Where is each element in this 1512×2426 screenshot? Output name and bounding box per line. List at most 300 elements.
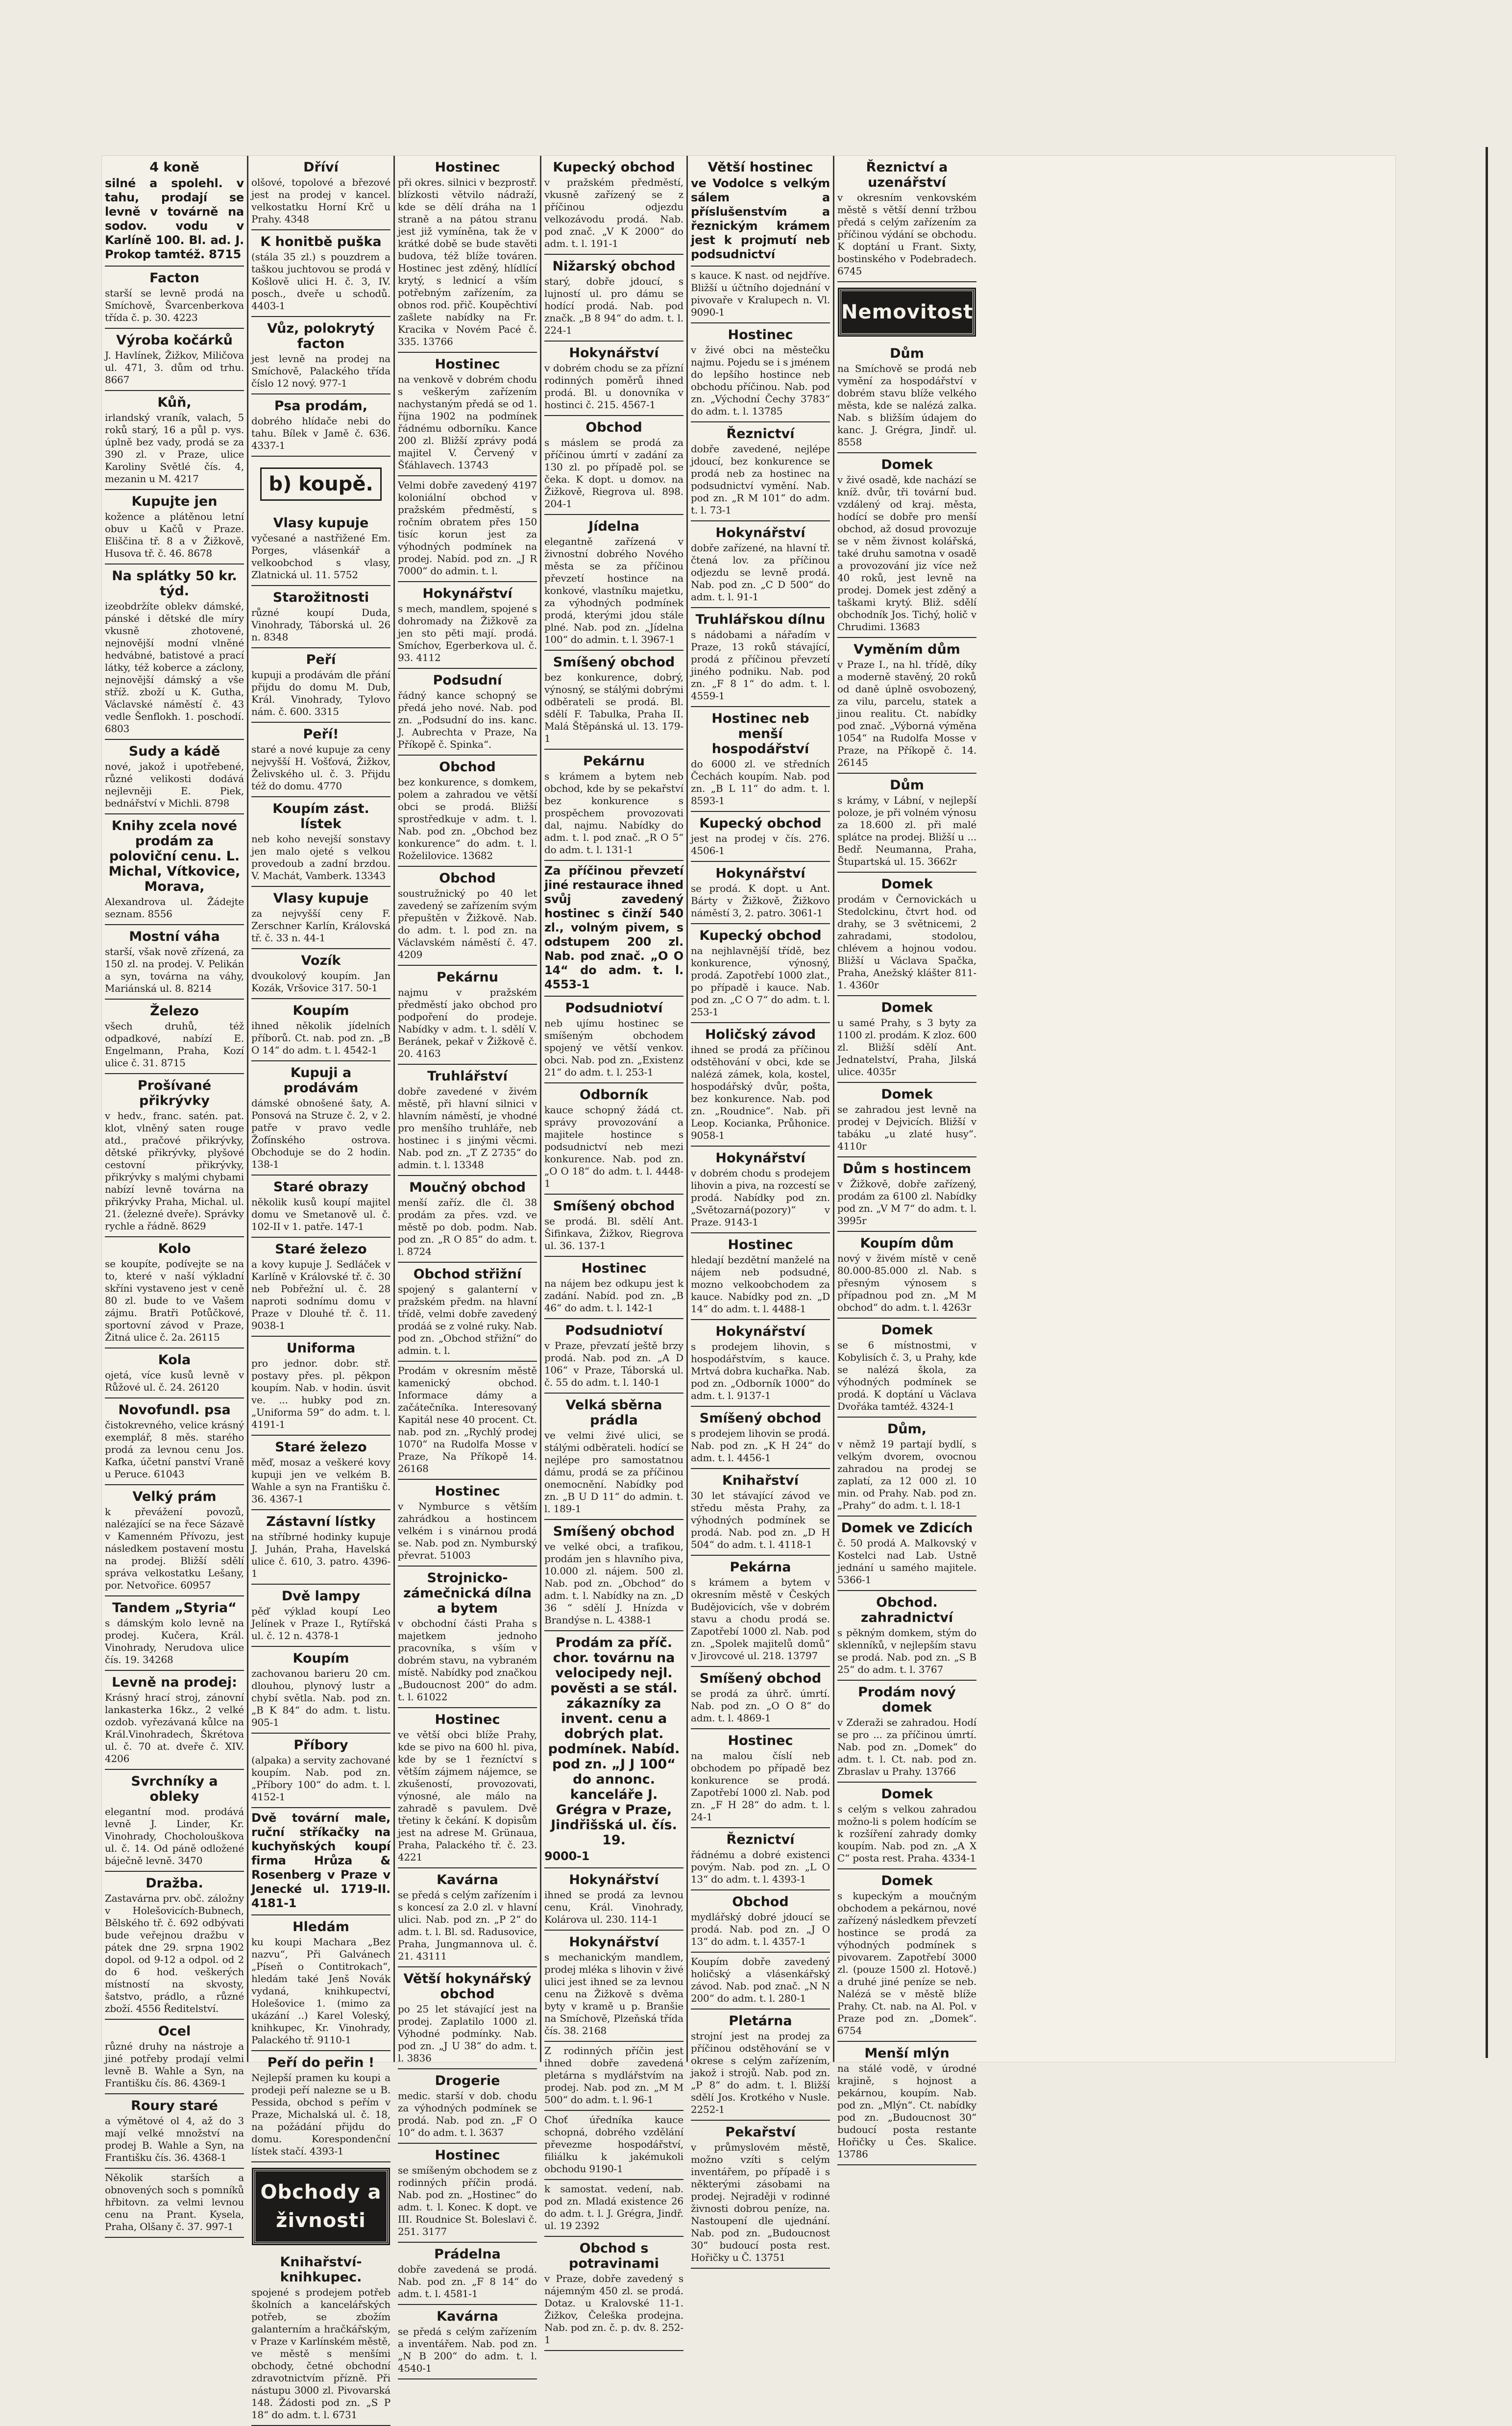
ad-title: Obchod xyxy=(585,420,642,435)
classified-ad xyxy=(398,353,537,476)
ad-body: v Žižkově, dobře zařízený, prodám za 6100 zl. Nabídky pod zn. „V M 7“ do adm. t. l. 3995r xyxy=(837,1178,976,1226)
ad-body: ve Vodolce s velkým sálem a příslušenstvím a řeznickým krámem jest k projmutí neb podsudnictví xyxy=(691,176,830,261)
classified-ad xyxy=(251,1238,390,1337)
ad-title: 4 koně xyxy=(149,160,199,175)
classified-ad xyxy=(691,1953,830,2009)
ad-body: dobře zařízené, na hlavní tř. čtená lov. za příčinou odjezdu se levně prodá. Nab. pod zn. „C D 500“ do adm. t. l. 91-1 xyxy=(691,542,830,603)
ad-title: Psa prodám, xyxy=(274,398,368,414)
classified-ad xyxy=(105,1770,244,1872)
classified-ad xyxy=(544,342,683,416)
classified-ad xyxy=(691,707,830,812)
classified-ad xyxy=(837,774,976,873)
ad-title: Koupím dům xyxy=(860,1236,954,1251)
ad-body: na stálé vodě, v úrodné krajině, s hojnost a pekárnou, koupím. Nab. pod zn. „Mlýn“. Ct. nabídky pod zn. „Budoucnost 30“ budoucí posta restante Hořičky u Čes. Skalice. 13786 xyxy=(837,2062,976,2160)
classified-ad xyxy=(691,1890,830,1953)
ad-body: se 6 místnostmi, v Kobylisích č. 3, u Prahy, kde se nalézá škola, za výhodných podmínek se prodá. K doptání u Václava Dvořáka tamtéž. 4324-1 xyxy=(837,1339,976,1412)
ad-body: v dobrém chodu s prodejem lihovin a piva, na rozcestí se prodá. Nabídky pod zn. „Světozarná(pozory)“ v Praze. 9143-1 xyxy=(691,1167,830,1228)
classified-ad xyxy=(251,1436,390,1510)
ad-body: se předá s celým zařízením a inventářem. Nab. pod zn. „N B 200“ do adm. t. l. 4540-1 xyxy=(398,2326,537,2374)
classified-ad xyxy=(105,2094,244,2169)
classified-ad xyxy=(105,490,244,564)
ad-body: bez konkurence, dobrý, výnosný, se stálými dobrými odběrateli se prodá. Bl. sdělí F. Tabulka, Praha II. Malá Štěpánská ul. 13. 179-1 xyxy=(544,671,683,744)
classified-ad xyxy=(105,1000,244,1074)
classified-ad xyxy=(398,756,537,867)
ad-body: irlandský vraník, valach, 5 roků starý, 16 a půl p. vys. úplně bez vady, prodá se za 390 zl. v Praze, ulice Karoliny Světlé čís. 4, mezanin u M. 4217 xyxy=(105,412,244,485)
ad-title: Smíšený obchod xyxy=(553,1524,675,1539)
classified-ad xyxy=(837,1319,976,1418)
classified-ad xyxy=(691,2009,830,2121)
ad-body: dámské obnošené šaty, A. Ponsová na Struze č. 2, v 2. patře v pravo vedle Žofínského ostrova. Obchoduje se do 2 hodin. 138-1 xyxy=(251,1097,390,1170)
ad-body: s mechanickým mandlem, prodej mléka s lihovin v živé ulici jest ihned se za levnou cenu na Žižkově s dvěma byty v kramě u p. Branšie na Smíchově, Plzeňská třída čís. 38. 2168 xyxy=(544,1951,683,2036)
ad-title: Hostinec xyxy=(728,1237,793,1252)
ad-body: Zastavárna prv. obč. záložny v Holešovicích-Bubnech, Bělského tř. č. 692 odbývati bude veřejnou dražbu v pátek dne 29. srpna 1902 dopol. od 9-12 a odpol. od 2 do 6 hod. veškerých místností na skvosty, šatstvo, prádlo, a různé zboží. 4556 Ředitelství. xyxy=(105,1892,244,2014)
ad-body: pěď výklad koupí Leo Jelínek v Praze I., Rytířská ul. č. 12 n. 4378-1 xyxy=(251,1605,390,1642)
ad-title: Hokynářství xyxy=(422,586,512,601)
classified-ad xyxy=(105,1348,244,1398)
ad-title: Hokynářství xyxy=(715,866,805,881)
ad-body: k převážení povozů, nalézající se na řece Sázavě v Kamenném Přívozu, jest následkem postavení mostu na prodej. Bližší sdělí správa velkostatku Lešany, por. Netvořice. 60957 xyxy=(105,1506,244,1591)
classified-ad xyxy=(398,1967,537,2069)
ad-title: Prošívané přikrývky xyxy=(137,1078,212,1108)
ad-title: Dům, xyxy=(887,1421,927,1437)
ad-title: Kavárna xyxy=(437,2309,498,2324)
classified-ad xyxy=(691,422,830,521)
ad-body: bez konkurence, s domkem, polem a zahradou ve větší obci se prodá. Bližší sprostředkuje v adm. t. l. Nab. pod zn. „Obchod bez konkurence“ do adm. t. l. Roželilovice. 13682 xyxy=(398,776,537,861)
ad-body: řádnému a dobré existenci povým. Nab. pod zn. „L O 13“ do adm. t. l. 4393-1 xyxy=(691,1849,830,1885)
classified-ad xyxy=(251,512,390,586)
ad-title: Kolo xyxy=(158,1241,191,1256)
ad-title: Knihařství-knihkupec. xyxy=(280,2254,362,2285)
ad-title: Pekárnu xyxy=(583,754,645,769)
ad-title: Kůň, xyxy=(157,395,192,410)
ad-title: Domek xyxy=(881,1000,933,1015)
ad-title: Prodám nový domek xyxy=(858,1685,956,1715)
classified-ad xyxy=(251,1915,390,2051)
ad-title: Domek xyxy=(881,877,933,892)
ad-body: starší, však nově zřízená, za 150 zl. na prodej. V. Pelikán a syn, továrna na váhy, Mariánská ul. 8. 8214 xyxy=(105,946,244,994)
ad-body: spojený s galanterní v pražském předm. na hlavní třídě, velmi dobře zavedený prodáá se z volné ruky. Nab. pod zn. „Obchod střižní“ do admin. t. l. xyxy=(398,1283,537,1356)
ad-title: Hostinec xyxy=(581,1261,647,1276)
classified-ad xyxy=(544,1319,683,1394)
ad-body: v němž 19 partají bydlí, s velkým dvorem, ovocnou zahradou na prodej se zaplatí, za 12 000 zl. 10 min. od Prahy. Nab. pod zn. „Prahy“ do adm. t. l. 18-1 xyxy=(837,1438,976,1511)
classified-ad xyxy=(837,1232,976,1319)
ad-body: na Smíchově se prodá neb vymění za hospodářství v dobrém stavu blíže velkého města, kde se nalézá zalka. Nab. s bližším údajem do kanc. J. Grégra, Jindř. ul. 8558 xyxy=(837,363,976,448)
ad-body: zachovanou barieru 20 cm. dlouhou, plynový lustr a chybí světla. Nab. pod zn. „B K 84“ do adm. t. listu. 905-1 xyxy=(251,1667,390,1728)
ad-title: Pekárnu xyxy=(436,970,499,985)
classified-ad xyxy=(544,1520,683,1631)
ad-body: Prodám v okresním městě kamenický obchod. Informace dámy a začátečníka. Interesovaný Kapitál nese 40 procent. Ct. nab. pod zn. „Rychlý prodej 1070“ na Rudolfa Mosse v Praze, Na Příkopě 14. 26168 xyxy=(398,1365,537,1474)
ad-body: měď, mosaz a veškeré kovy kupuji jen ve velkém B. Wahle a syn na Františku č. 36. 4367-1 xyxy=(251,1456,390,1505)
ad-title: Řeznictví a uzenářství xyxy=(866,160,948,190)
classified-ad xyxy=(691,267,830,323)
classified-ad xyxy=(544,1931,683,2042)
ad-title: Obchod xyxy=(439,871,496,886)
classified-ad xyxy=(105,1485,244,1596)
ad-title: Dům s hostincem xyxy=(842,1161,972,1176)
ad-body: různé koupí Duda, Vinohrady, Táborská ul. 26 n. 8348 xyxy=(251,607,390,643)
ad-title: Mostní váha xyxy=(129,929,220,944)
classified-ad xyxy=(105,1398,244,1485)
classified-ad xyxy=(398,156,537,353)
classified-ad xyxy=(544,2180,683,2237)
ad-title: Zástavní lístky xyxy=(266,1514,376,1529)
ad-body: na stříbrné hodinky kupuje J. Juhán, Praha, Havelská ulice č. 610, 3. patro. 4396-1 xyxy=(251,1531,390,1579)
ad-title: Smíšený obchod xyxy=(553,1199,675,1214)
ad-body: se zahradou jest levně na prodej v Dejvicích. Bližší v tabáku „u zlaté husy“. 4110r xyxy=(837,1103,976,1152)
ad-body: neb koho nevejší sonstavy jen malo ojeté s velkou provedoub a zadní brzdou. V. Machát, Vamberk. 13343 xyxy=(251,833,390,882)
ad-body: Z rodinných příčin jest ihned dobře zavedená pletárna s mydlářstvím na prodej. Nab. pod zn. „M M 500“ do adm. t. l. 96-1 xyxy=(544,2045,683,2106)
ad-title: Knihy zcela nové prodám za poloviční cenu. L. Michal, Vítkovice, Morava, xyxy=(108,818,241,894)
ad-body: Choť úředníka kauce schopná, dobrého vzdělání převezme hospodářství, filiálku k jakémukoli obchodu 9190-1 xyxy=(544,2114,683,2175)
classified-ad xyxy=(398,1065,537,1176)
ad-body: kupuji a prodávám dle přání přijdu do domu M. Dub, Král. Vinohrady, Tylovo nám. č. 600. 3315 xyxy=(251,669,390,717)
classified-ad xyxy=(251,394,390,457)
ad-body: Za příčinou převzetí jiné restaurace ihned svůj zavedený hostinec s činží 540 zl., volným pivem, s odstupem 200 zl. Nab. pod znač. „O O 14“ do adm. t. l. 4553-1 xyxy=(544,864,683,991)
ad-title: Prádelna xyxy=(434,2247,501,2262)
classified-ad xyxy=(251,1337,390,1436)
classified-ad xyxy=(544,1394,683,1520)
ad-body: 30 let stávající závod ve středu města Prahy, za výhodných podmínek se prodá. Nab. pod zn. „D H 504“ do adm. t. l. 4118-1 xyxy=(691,1490,830,1550)
classified-ad xyxy=(105,1671,244,1770)
ad-body: v okresním venkovském městě s větší denní tržbou předá s celým zařízením za příčinou výdání se obchodu. K doptání u Frant. Sixty, bostinského v Podebradech. 6745 xyxy=(837,192,976,277)
classified-ad xyxy=(691,323,830,422)
classified-ad xyxy=(398,2243,537,2305)
ad-title: Staré železo xyxy=(275,1242,367,1257)
ad-body: v Zderaži se zahradou. Hodí se pro ... za příčinou úmrtí. Nab. pod zn. „Domek“ do adm. t. l. Ct. nab. pod zn. Zbraslav u Prahy. 13766 xyxy=(837,1716,976,1777)
ad-body: různé druhy na nástroje a jiné potřeby prodají velmi levně B. Wahle a Syn, na Františku čís. 86. 4369-1 xyxy=(105,2040,244,2089)
ad-title: Domek xyxy=(881,1323,933,1338)
ad-title: Sudy a kádě xyxy=(128,744,220,759)
ad-body: Krásný hrací stroj, zánovní lankasterka 16kz., 2 velké ozdob. vyřezávaná kůlce na Král.Vinohradech, Škrétova ul. č. 70 at. dveře č. XIV. 4206 xyxy=(105,1691,244,1764)
ad-title: Smíšený obchod xyxy=(699,1671,822,1686)
column-6 xyxy=(834,156,988,2160)
classified-ad xyxy=(837,342,976,453)
ad-title: Kupuji a prodávám xyxy=(283,1065,359,1096)
ad-body: na nájem bez odkupu jest k zadání. Nabíd. pod zn. „B 46“ do adm. t. l. 142-1 xyxy=(544,1277,683,1314)
classified-ad xyxy=(837,156,976,282)
ad-body: staré a nové kupuje za ceny nejvyšší H. Vošťová, Žižkov, Želivského ul. č. 3. Přijdu též do domu. 4770 xyxy=(251,743,390,792)
ad-title: Kavárna xyxy=(437,1872,498,1887)
ad-body: ihned se prodá za levnou cenu, Král. Vinohrady, Kolárova ul. 230. 114-1 xyxy=(544,1889,683,1925)
ad-title: Hokynářství xyxy=(715,525,805,540)
classified-ad xyxy=(837,873,976,996)
ad-title: Obchod xyxy=(439,760,496,775)
ad-body: v průmyslovém městě, možno vzíti s celým inventářem, po případě i s některými zásobami na prodej. Nejraději v rodinné živnosti dobrou peníze, na. Nastoupení dle ujednání. Nab. pod zn. „Budoucnost 30“ budoucí posta rest. Hořičky u Č. 13751 xyxy=(691,2141,830,2263)
classified-ad xyxy=(544,997,683,1083)
ad-body: se koupíte, podívejte se na to, které v naší výkladní skříni vystaveno jest v ceně 80 zl. bude to ve Vašem zájmu. Bratři Potůčkové, sportovní závod v Praze, Žitná ulice č. 2a. 26115 xyxy=(105,1258,244,1343)
ad-title: Hokynářství xyxy=(569,1935,659,1950)
ad-body: s mech, mandlem, spojené s dohromady na Žižkově za jen sto pěti mají. prodá. Smíchov, Egerberkova ul. č. 93. 4112 xyxy=(398,603,537,663)
ad-body: s máslem se prodá za příčinou úmrtí v zadání za 130 zl. po případě pol. se čeka. K dopt. u domov. na Žižkově, Riegrova ul. 898. 204-1 xyxy=(544,437,683,510)
ad-body: izeobdržíte oblekv dámské, pánské i dětské dle míry vkusně zhotovené, nejnovější modní vlněné hedvábné, batistové a prací látky, též koberce a záclony, nejnovější dámský a vše stříž. zboží u K. Gutha, Václavské náměstí č. 43 vedle Šenflokh. 1. poschodí. 6803 xyxy=(105,600,244,735)
classified-ad xyxy=(251,317,390,394)
ad-title: Řeznictví xyxy=(726,1832,795,1847)
ad-title: Vlasy kupuje xyxy=(273,891,369,906)
ad-title: Hostinec neb menší hospodářství xyxy=(711,711,809,757)
classified-ad xyxy=(544,515,683,651)
newspaper-page xyxy=(102,156,1395,2421)
ad-body: ojetá, více kusů levně v Růžové ul. č. 24. 26120 xyxy=(105,1369,244,1393)
classified-ad xyxy=(691,924,830,1023)
section-banner: Nemovitosti. xyxy=(839,289,975,335)
classified-ad xyxy=(105,1596,244,1671)
classified-ad xyxy=(691,1667,830,1729)
classified-ad xyxy=(837,1517,976,1591)
classified-ad xyxy=(544,1631,683,1868)
ad-title: Hokynářství xyxy=(569,345,659,361)
classified-ad xyxy=(691,812,830,862)
ad-body: kauce schopný žádá ct. správy provozování a majitele hostince s podsudnictví neb mezi konkurence. Nab. pod zn. „O O 18“ do adm. t. l. 4448-1 xyxy=(544,1104,683,1189)
classified-ad xyxy=(544,416,683,515)
classified-ad xyxy=(251,156,390,230)
classified-ad xyxy=(251,949,390,999)
ad-body: ihned se prodá za příčinou odstěhování v obci, kde se nalézá zámek, kola, kostel, hospodářský dvůr, pošta, bez konkurence. Nab. pod zn. „Roudnice“. Nab. při Leop. Kocianka, Průhonice. 9058-1 xyxy=(691,1044,830,1141)
classified-ad xyxy=(837,1783,976,1869)
classified-ad xyxy=(544,2111,683,2180)
classified-ad xyxy=(251,1808,390,1915)
classified-ad xyxy=(398,2305,537,2379)
ad-body: se smíšeným obchodem se z rodinných příčin prodá. Nab. pod zn. „Hostinec“ do adm. t. l. Konec. K dopt. ve III. Roudnice St. Boleslavi č. 251. 3177 xyxy=(398,2164,537,2237)
classified-ad xyxy=(105,1074,244,1237)
classified-ad xyxy=(691,608,830,707)
ad-title: Domek ve Zdicích xyxy=(841,1520,973,1536)
ad-body: neb ujímu hostinec se smíšeným obchodem spojený ve větší venkov. obci. Nab. pod zn. „Existenz 21“ do adm. t. l. 253-1 xyxy=(544,1017,683,1078)
ad-body: s kupeckým a moučným obchodem a pekárnou, nové zařízený následkem převzetí hostince se prodá za výhodných podmínek s pivovarem. Zapotřebí 3000 zl. (pouze 1500 zl. Hotově.) a druhé jiné peníze se neb. Nalézá se v městě blíže Prahy. Ct. nab. na Al. Pol. v Praze pod zn. „Domek“. 6754 xyxy=(837,1890,976,2036)
classified-ad xyxy=(691,1556,830,1667)
classified-ad xyxy=(691,1729,830,1828)
ad-body: s kauce. K nast. od nejdříve. Bližší u účtního dojednání v pivovaře v Kralupech n. Vl. 9090-1 xyxy=(691,270,830,318)
classified-ad xyxy=(251,1647,390,1734)
ad-title: Menší mlýn xyxy=(864,2046,950,2061)
ad-title: Smíšený obchod xyxy=(553,655,675,670)
ad-body: se předá s celým zařízením i s koncesí za 2.0 zl. v hlavní ulici. Nab. pod zn. „P 2“ do adm. t. l. Bl. sd. Radusovice, Praha, Jungmannova ul. č. 21. 43111 xyxy=(398,1889,537,1962)
classified-ad xyxy=(544,750,683,861)
ad-body: 9000-1 xyxy=(544,1849,590,1863)
ad-title: Hostinec xyxy=(435,1712,500,1727)
ad-body: Velmi dobře zavedený 4197 koloniální obchod v pražském předměstí, s ročním obratem přes 150 tisíc korun jest za výhodných podmínek na prodej. Nabíd. pod zn. „J R 7000“ do admin. t. l. xyxy=(398,479,537,577)
ad-body: (alpaka) a servity zachované koupím. Nab. pod zn. „Příbory 100“ do adm. t. l. 4152-1 xyxy=(251,1754,390,1803)
ad-body: s krámem a bytem neb obchod, kde by se pekařství bez konkurence s prospěchem provozovati dal, najmu. Nabídky do adm. t. l. pod znač. „R O 5“ do adm. t. l. 131-1 xyxy=(544,770,683,856)
ad-title: Příbory xyxy=(293,1738,348,1753)
classified-ad xyxy=(544,156,683,255)
classified-ad xyxy=(105,1237,244,1348)
ad-body: Koupím dobře zavedený holičský a vlásenkářský závod. Nab. pod znač. „N N 200“ do adm. t. l. 280-1 xyxy=(691,1956,830,2004)
ad-title: Koupím xyxy=(293,1003,349,1018)
ad-title: Roury staré xyxy=(131,2098,218,2113)
classified-ad xyxy=(251,648,390,723)
classified-ad xyxy=(105,329,244,391)
ad-title: Obchod s potravinami xyxy=(568,2241,659,2271)
classified-ad xyxy=(691,1233,830,1320)
classified-ad xyxy=(251,1585,390,1647)
classified-ad xyxy=(837,1869,976,2042)
ad-title: Pekárna xyxy=(730,1560,791,1575)
ad-title: Řeznictví xyxy=(726,426,795,441)
ad-title: Železo xyxy=(150,1004,199,1019)
classified-ad xyxy=(105,156,244,267)
section-banner: Obchody a živnosti xyxy=(253,2169,389,2244)
ad-body: v hedv., franc. satén. pat. klot, vlněný saten rouge atd., pračové přikrývky, dětské přikrývky, plyšové cestovní přikrývky, přikrývky s malými chybami nabízí levně továrna na přikrývky Praha, Michal. ul. 21. (železné dveře). Správky rychle a řádně. 8629 xyxy=(105,1110,244,1232)
ad-body: starší se levně prodá na Smíchově, Švarcenberkova třída č. p. 30. 4223 xyxy=(105,287,244,323)
ad-body: pro jednor. dobr. stř. postavy přes. pl. pěkpon koupím. Nab. v hodin. úsvit ve. ... hubky pod zn. „Uniforma 59“ do adm. t. l. 4191-1 xyxy=(251,1357,390,1430)
ad-title: K honitbě puška xyxy=(260,234,382,249)
ad-body: se prodá. K dopt. u Ant. Bárty v Žižkově, Žižkovo náměstí 3, 2. patro. 3061-1 xyxy=(691,882,830,919)
ad-body: jest na prodej v čís. 276. 4506-1 xyxy=(691,833,830,857)
classified-ad xyxy=(691,862,830,924)
ad-title: Starožitnosti xyxy=(272,590,369,605)
ad-title: Koupím zást. lístek xyxy=(272,801,369,832)
classified-ad xyxy=(691,1147,830,1233)
ad-title: Výroba kočárků xyxy=(116,333,233,348)
ad-title: Peří xyxy=(306,652,336,667)
classified-ad xyxy=(691,521,830,608)
classified-ad xyxy=(251,1176,390,1238)
classified-ad xyxy=(398,1480,537,1567)
ad-title: Jídelna xyxy=(588,519,639,534)
ad-title: Facton xyxy=(149,270,199,286)
classified-ad xyxy=(691,1828,830,1890)
ad-title: Staré železo xyxy=(275,1440,367,1455)
ad-body: několik kusů koupí majitel domu ve Smetanově ul. č. 102-II v 1. patře. 147-1 xyxy=(251,1196,390,1232)
ad-title: Peří do peřin ! xyxy=(267,2055,375,2070)
classified-ad xyxy=(544,861,683,997)
ad-body: s nádobami a nářadím v Praze, 13 roků stávající, prodá z příčinou převzetí jiného podniku. Nab. pod zn. „F 8 1“ do adm. t. l. 4559-1 xyxy=(691,629,830,702)
classified-ad xyxy=(544,1083,683,1195)
ad-title: Vyměním dům xyxy=(854,642,960,657)
ad-title: Obchod střižní xyxy=(413,1267,522,1282)
ad-title: Hostinec xyxy=(728,1733,793,1748)
ad-title: Staré obrazy xyxy=(273,1179,369,1195)
ad-body: v dobrém chodu se za přízní rodinných poměrů ihned prodá. Bl. u donovníka v hostinci č. 215. 4567-1 xyxy=(544,362,683,411)
ad-title: Větší hokynářský obchod xyxy=(403,1971,532,2002)
ad-title: Hokynářství xyxy=(569,1872,659,1887)
classified-ad xyxy=(837,996,976,1083)
classified-ad xyxy=(837,1157,976,1232)
ad-title: Dům xyxy=(890,778,924,793)
ad-title: Hokynářství xyxy=(715,1151,805,1166)
ad-body: řádný kance schopný se předá jeho nové. Nab. pod zn. „Podsudní do ins. kanc. J. Aubrechta v Praze, Na Příkopě č. Spinka“. xyxy=(398,689,537,750)
ad-body: dobrého hlídače nebi do tahu. Bílek v Jamě č. 636. 4337-1 xyxy=(251,415,390,451)
ad-body: kožence a plátěnou letní obuv u Kačů v Praze. Eliščina tř. 8 a v Žižkově, Husova tř. č. 46. 8678 xyxy=(105,511,244,559)
ad-body: do 6000 zl. ve středních Čechách koupím. Nab. pod zn. „B L 11“ do adm. t. l. 8593-1 xyxy=(691,758,830,807)
classified-ad xyxy=(544,651,683,750)
ad-title: Levně na prodej: xyxy=(112,1675,237,1690)
classified-ad xyxy=(691,1407,830,1469)
ad-body: se prodá. Bl. sdělí Ant. Šifinkava, Žižkov, Riegrova ul. 36. 137-1 xyxy=(544,1215,683,1251)
ad-title: Truhlářství xyxy=(427,1069,508,1084)
ad-body: dobře zavedené v živém městě, při hlavní silnici v hlavním náměstí, je vhodné pro menšího truhláře, neb hostinec i s jinými věcmi. Nab. pod zn. „T Z 2735“ do admin. t. l. 13348 xyxy=(398,1085,537,1171)
classified-ad xyxy=(691,1320,830,1407)
ad-body: při okres. silnici v bezprostř. blízkosti větvilo nádraží, kde se dělí dráha na 1 straně a na pátou stranu jest již vymíněna, tak že v krátké době se bude stavěti budova, též blíže továren. Hostinec jest zděný, hlídlící krytý, s lednicí a vším potřebným zařízením, za obnos rod. přič. Koupěchtiví zašlete nabídky na Fr. Kracika v Novém Pacé č. 335. 13766 xyxy=(398,176,537,347)
classified-ad xyxy=(398,1868,537,1967)
ad-title: Kupecký obchod xyxy=(699,928,822,943)
ad-title: Kupujte jen xyxy=(131,494,218,509)
ad-body: hledají bezdětní manželé na nájem neb podsudné, mozno velkoobchodem za kauce. Nabídky pod zn. „D 14“ do adm. t. l. 4488-1 xyxy=(691,1254,830,1315)
classified-ad xyxy=(837,1591,976,1681)
ad-body: č. 50 prodá A. Malkovský v Kostelci nad Lab. Ustně jednání u samého majitele. 5366-1 xyxy=(837,1537,976,1586)
classified-ad xyxy=(105,267,244,329)
ad-title: Obchod xyxy=(732,1894,789,1910)
ad-title: Truhlářskou dílnu xyxy=(695,612,826,627)
classified-ad xyxy=(691,156,830,267)
classified-ad xyxy=(105,925,244,1000)
ad-title: Podsudní xyxy=(433,673,502,688)
ad-body: vyčesané a nastřižené Em. Porges, vlásenkář a velkoobchod s vlasy, Zlatnická ul. 11. 5752 xyxy=(251,532,390,581)
ad-body: v Praze, dobře zavedený s nájemným 450 zl. se prodá. Dotaz. u Kralovské 11-1. Žižkov, Čeleška prodejna. Nab. pod zn. č. p. dv. 8. 252-1 xyxy=(544,2273,683,2346)
column-2 xyxy=(248,156,393,2421)
classified-ad xyxy=(837,1681,976,1783)
ad-body: jest levně na prodej na Smíchově, Palackého třída číslo 12 nový. 977-1 xyxy=(251,353,390,389)
ad-body: ve větší obci blíže Prahy, kde se pivo na 600 hl. piva, kde by se 1 řezníctví s větším zájmem nájemce, se zkušeností, provozovati, výnosné, ale málo na zahradě s pavulem. Dvě třetiny k čekání. K dopisům jest na adrese M. Grünaua, Praha, Palackého tř. č. 23. 4221 xyxy=(398,1729,537,1863)
ad-title: Vůz, polokrytý facton xyxy=(267,321,375,351)
ad-title: Větší hostinec xyxy=(707,160,813,175)
classified-ad xyxy=(837,1083,976,1157)
column-3 xyxy=(395,156,540,2374)
classified-ad xyxy=(251,586,390,648)
ad-body: strojní jest na prodej za příčinou odstěhování se v okrese s celým zařízením, jakož i strojů. Nab. pod zn. „P 8“ do adm. t. l. Bližší sdělí Jos. Krotkého v Nusle. 2252-1 xyxy=(691,2030,830,2115)
ad-title: Peří! xyxy=(303,727,339,742)
classified-ad xyxy=(691,1469,830,1556)
ad-title: Kupecký obchod xyxy=(553,160,675,175)
ad-body: s celým s velkou zahradou možno-li s polem hodícím se k rozšíření zahrady domky koupím. Nab. pod zn. „A X C“ posta rest. Praha. 4334-1 xyxy=(837,1803,976,1864)
ad-body: dvoukolový koupím. Jan Kozák, Vršovice 317. 50-1 xyxy=(251,970,390,994)
ad-title: Podsudniotví xyxy=(565,1323,663,1338)
ad-title: Hostinec xyxy=(728,327,793,343)
ad-title: Novofundl. psa xyxy=(118,1402,231,1418)
classified-ad xyxy=(105,391,244,490)
classified-ad xyxy=(251,1061,390,1176)
classified-ad xyxy=(398,1362,537,1480)
ad-title: Pekařství xyxy=(725,2125,796,2140)
ad-body: s pěkným domkem, stým do sklenníků, v nejlepším stavu se prodá. Nab. pod zn. „S B 25“ do adm. t. l. 3767 xyxy=(837,1627,976,1675)
ad-body: a výmětové ol 4, až do 3 mají velké množství na prodej B. Wahle a Syn, na Františku čís. 36. 4368-1 xyxy=(105,2115,244,2163)
ad-title: Strojnicko-zámečnická dílna a bytem xyxy=(403,1570,532,1616)
ad-title: Odborník xyxy=(580,1087,648,1103)
ad-body: s krámem a bytem v okresním městě v Českých Budějovicích, vše v dobrém stavu a chodu prodá se. Zapotřebí 1000 zl. Nab. pod zn. „Spolek majitelů domů“ v Jirovcové ul. 218. 13797 xyxy=(691,1576,830,1662)
ad-body: (stála 35 zl.) s pouzdrem a taškou juchtovou se prodá v Košlově ulici H. č. 3, IV. posch., dveře u schodů. 4403-1 xyxy=(251,251,390,312)
classified-ad xyxy=(837,1418,976,1517)
classified-ad xyxy=(544,1195,683,1257)
ad-title: Nižarský obchod xyxy=(552,259,676,274)
classified-ad xyxy=(251,999,390,1061)
classified-ad xyxy=(837,453,976,638)
ad-body: starý, dobře jdoucí, s lujností ul. pro dámu se hodící prodá. Nab. pod značk. „B 8 94“ do adm. t. l. 224-1 xyxy=(544,275,683,336)
ad-title: Domek xyxy=(881,1087,933,1102)
ad-title: Koupím xyxy=(293,1651,349,1666)
classified-ad xyxy=(105,2169,244,2238)
classified-ad xyxy=(398,582,537,669)
ad-body: olšové, topolové a březové jest na prodej v kancel. velkostatku Horní Krč u Prahy. 4348 xyxy=(251,176,390,225)
ad-body: elegantně zařízená v živnostní dobrého Nového města se za příčinou převzetí hostince na konkové, vlastníku majetku, za výhodných podmínek prodá, kterými jdou stále plné. Nab. pod zn. „Jídelna 100“ do admin. t. l. 3967-1 xyxy=(544,536,683,645)
classified-ad xyxy=(251,1510,390,1585)
ad-body: spojené s prodejem potřeb školních a kancelářských potřeb, se zbožím galanterním a hračkářským, v Praze v Karlínském městě, ve městě s menšími obchody, četné obchodní zdravotnictvím přízně. Při nástupu 3000 zl. Pivovarská 148. Žádosti pod zn. „S P 18“ do adm. t. l. 6731 xyxy=(251,2286,390,2421)
classified-ad xyxy=(251,797,390,887)
ad-body: s prodejem lihovin se prodá. Nab. pod zn. „K H 24“ do adm. t. l. 4456-1 xyxy=(691,1427,830,1464)
classified-ad xyxy=(544,1257,683,1319)
ad-body: na venkově v dobrém chodu s veškerým zařízením nachystaným předá se od 1. října 1902 na podmínek řádnému odborníku. Kance 200 zl. Bližší zprávy podá majitel V. Červený v Šťáhlavech. 13743 xyxy=(398,373,537,471)
ad-title: Hostinec xyxy=(435,2148,500,2163)
classified-ad xyxy=(251,230,390,317)
ad-body: Alexandrova ul. Žádejte seznam. 8556 xyxy=(105,896,244,920)
ad-body: čistokrevného, velice krásný exemplář, 8 měs. starého prodá za levnou cenu Jos. Kafka, účetní panství Vraně u Peruce. 61043 xyxy=(105,1419,244,1480)
ad-title: Hokynářství xyxy=(715,1324,805,1339)
column-5 xyxy=(688,156,833,2263)
ad-body: s krámy, v Lábní, v nejlepší poloze, je při volném výnosu za 18.600 zl. při malé splátce na prodej. Bližší u ... Bedř. Neumanna, Praha, Štupartská ul. 15. 3662r xyxy=(837,794,976,867)
ad-title: Knihařství xyxy=(722,1473,799,1488)
ad-body: najmu v pražském předměstí jako obchod pro podpoření do prodeje. Nabídky v adm. t. l. sdělí V. Beránek, pekař v Žižkově č. 20. 4163 xyxy=(398,986,537,1059)
ad-title: Obchod. zahradnictví xyxy=(860,1595,953,1625)
ad-title: Domek xyxy=(881,1787,933,1802)
